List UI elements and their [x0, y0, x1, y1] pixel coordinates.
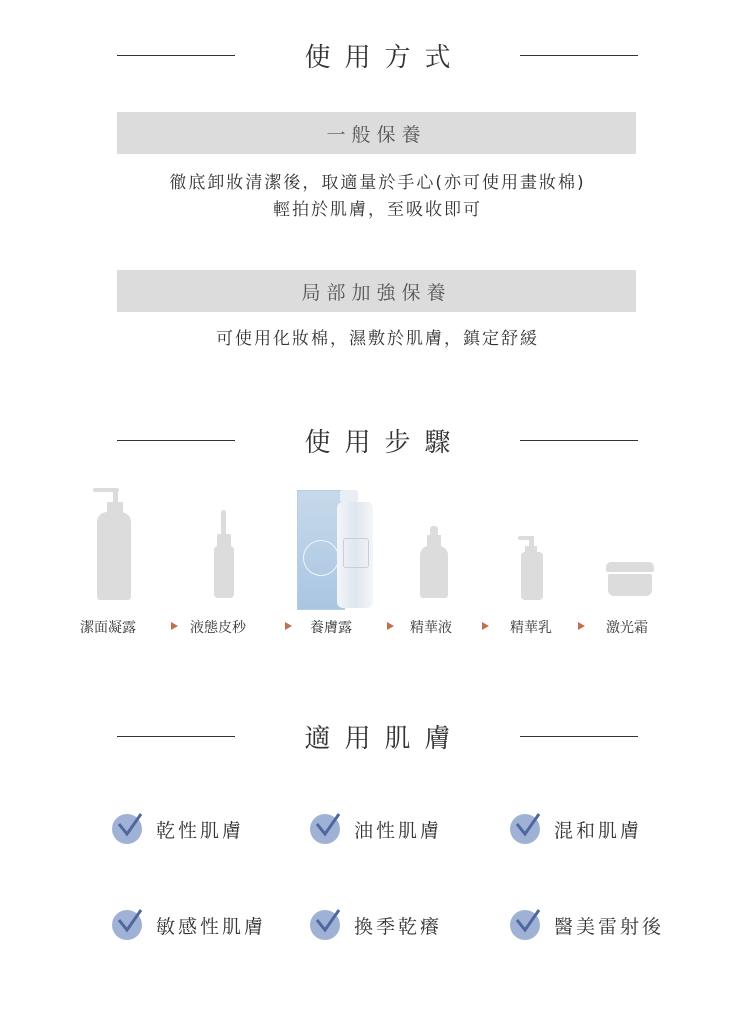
skin-title: 適用肌膚 [304, 723, 465, 754]
steps-title: 使用步驟 [304, 427, 465, 458]
skin-heading [0, 716, 755, 756]
step-arrow-icon [171, 622, 178, 630]
skin-type-label: 混和肌膚 [554, 819, 643, 842]
step-arrow-icon [578, 622, 585, 630]
cream-jar-icon [606, 562, 654, 596]
steps-heading [0, 420, 755, 460]
liquid-bottle-icon [214, 510, 234, 598]
skin-type-label: 乾性肌膚 [156, 819, 245, 842]
skin-type-item [510, 814, 642, 844]
skin-type-item [510, 910, 664, 940]
check-icon [510, 910, 540, 940]
skin-type-label: 醫美雷射後 [554, 915, 665, 938]
general-care-bar: 一般保養 [117, 112, 636, 154]
skin-type-item [310, 910, 442, 940]
local-care-line1: 可使用化妝棉，濕敷於肌膚，鎮定舒緩 [216, 329, 539, 349]
general-care-line1: 徹底卸妝清潔後，取適量於手心(亦可使用畫妝棉) [169, 173, 586, 193]
serum-bottle-icon [420, 526, 448, 598]
step-arrow-icon [482, 622, 489, 630]
skin-type-item [112, 910, 266, 940]
step-label: 潔面凝露 [80, 620, 136, 636]
divider-right [520, 440, 638, 441]
local-care-bar: 局部加強保養 [117, 270, 636, 312]
cleanser-bottle-icon [93, 488, 133, 600]
divider-left [117, 736, 235, 737]
steps-row [0, 480, 755, 650]
step-label: 精華液 [410, 620, 452, 636]
general-care-line2: 輕拍於肌膚，至吸收即可 [273, 200, 482, 220]
local-care-desc [0, 326, 755, 353]
skin-type-label: 油性肌膚 [354, 819, 443, 842]
step-label: 精華乳 [510, 620, 552, 636]
check-icon [310, 910, 340, 940]
step-label: 激光霜 [606, 620, 648, 636]
usage-title: 使用方式 [304, 42, 465, 73]
skin-type-label: 換季乾癢 [354, 915, 443, 938]
check-icon [310, 814, 340, 844]
skin-type-item [310, 814, 442, 844]
general-care-desc [0, 170, 755, 224]
skin-type-item [112, 814, 244, 844]
step-label: 養膚露 [310, 620, 352, 636]
toner-product-image [297, 490, 377, 610]
divider-left [117, 55, 235, 56]
step-label: 液態皮秒 [190, 620, 246, 636]
check-icon [112, 814, 142, 844]
step-arrow-icon [285, 622, 292, 630]
divider-right [520, 736, 638, 737]
lotion-bottle-icon [518, 536, 548, 600]
skin-type-label: 敏感性肌膚 [156, 915, 267, 938]
check-icon [112, 910, 142, 940]
usage-heading [0, 35, 755, 75]
check-icon [510, 814, 540, 844]
divider-left [117, 440, 235, 441]
step-arrow-icon [387, 622, 394, 630]
divider-right [520, 55, 638, 56]
